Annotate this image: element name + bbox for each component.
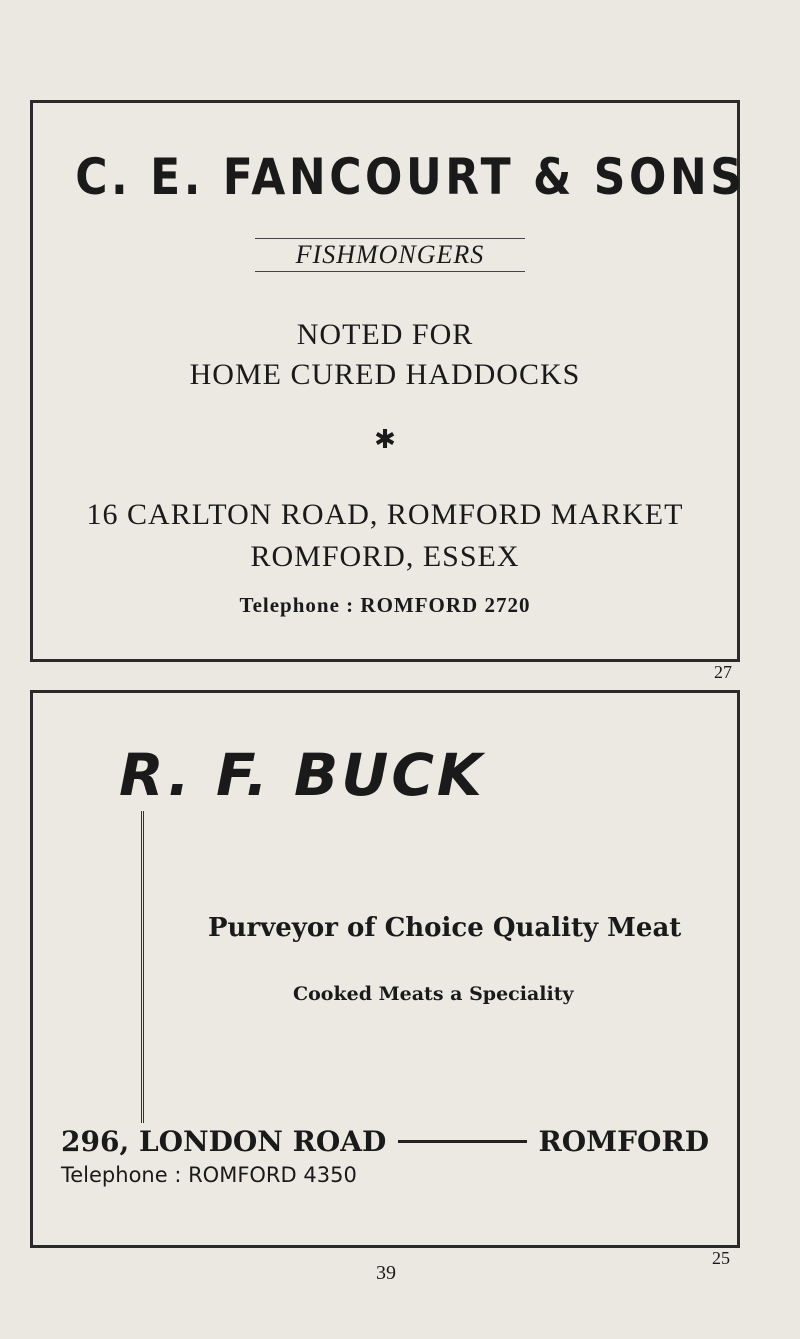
trade-rule-bottom <box>255 271 525 272</box>
address-line-1: 16 CARLTON ROAD, ROMFORD MARKET <box>86 498 684 531</box>
buck-tagline: Purveyor of Choice Quality Meat <box>208 913 682 943</box>
star-ornament-icon: ✱ <box>374 425 396 454</box>
address-dash-rule <box>398 1140 526 1143</box>
buck-advertisement <box>30 690 740 1248</box>
buck-telephone: Telephone : ROMFORD 4350 <box>61 1163 357 1187</box>
trade-label: FISHMONGERS <box>295 240 485 269</box>
buck-ad-number: 25 <box>712 1248 730 1268</box>
buck-town: ROMFORD <box>538 1125 709 1158</box>
trade-label-block <box>255 238 525 272</box>
fancourt-telephone: Telephone : ROMFORD 2720 <box>239 593 531 617</box>
specialty-line: HOME CURED HADDOCKS <box>189 358 581 391</box>
buck-address: 296, LONDON ROAD <box>61 1125 387 1158</box>
buck-address-row <box>61 1125 709 1158</box>
address-line-2: ROMFORD, ESSEX <box>250 540 520 573</box>
noted-for-line: NOTED FOR <box>296 318 474 351</box>
buck-speciality: Cooked Meats a Speciality <box>293 983 574 1005</box>
vertical-divider <box>141 811 144 1123</box>
fancourt-business-name: C. E. FANCOURT & SONS <box>75 148 746 206</box>
fancourt-advertisement <box>30 100 746 662</box>
buck-business-name: R. F. BUCK <box>119 741 485 809</box>
fancourt-ad-number: 27 <box>714 662 732 682</box>
page-number: 39 <box>376 1262 396 1284</box>
